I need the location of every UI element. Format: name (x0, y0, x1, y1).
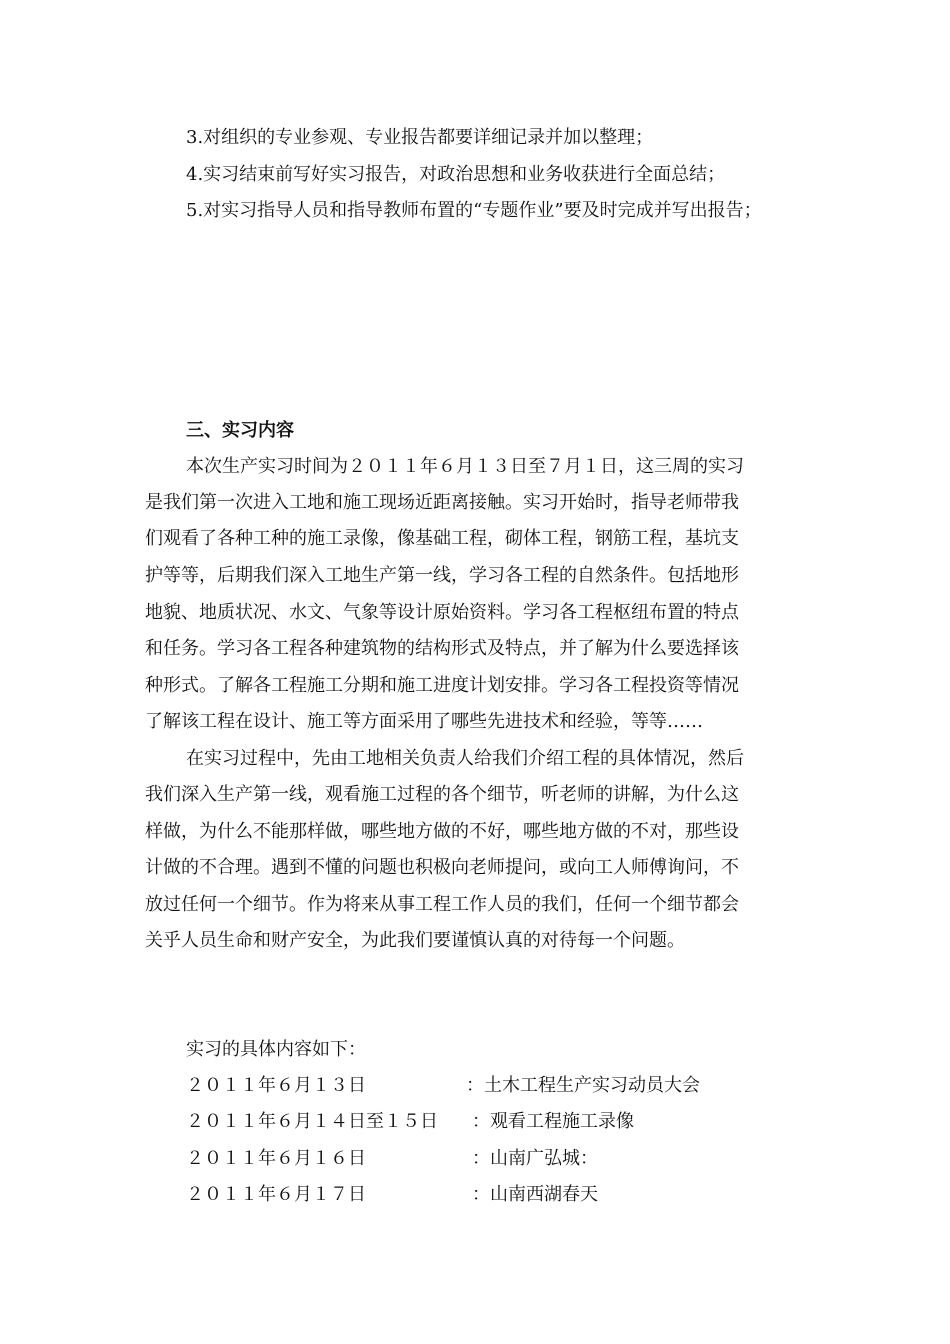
schedule-activity: ：土木工程生产实习动员大会 (466, 1075, 700, 1096)
requirement-item: 5.对实习指导人员和指导教师布置的“专题作业”要及时完成并写出报告； (186, 200, 762, 221)
paragraph-line: 样做，为什么不能那样做，哪些地方做的不好，哪些地方做的不对，那些设 (145, 821, 739, 842)
schedule-date: ２０１１年６月１７日 (186, 1184, 366, 1205)
paragraph-line: 我们深入生产第一线，观看施工过程的各个细节，听老师的讲解，为什么这 (145, 784, 739, 805)
paragraph-line: 本次生产实习时间为２０１１年６月１３日至７月１日，这三周的实习 (186, 456, 744, 477)
schedule-intro: 实习的具体内容如下： (186, 1039, 366, 1060)
paragraph-line: 是我们第一次进入工地和施工现场近距离接触。实习开始时，指导老师带我 (145, 492, 739, 513)
paragraph-line: 护等等，后期我们深入工地生产第一线，学习各工程的自然条件。包括地形 (145, 565, 739, 586)
paragraph-line: 计做的不合理。遇到不懂的问题也积极向老师提问，或向工人师傅询问，不 (145, 857, 739, 878)
paragraph-line: 放过任何一个细节。作为将来从事工程工作人员的我们，任何一个细节都会 (145, 894, 739, 915)
requirement-item: 4.实习结束前写好实习报告，对政治思想和业务收获进行全面总结； (186, 164, 726, 185)
paragraph-line: 种形式。了解各工程施工分期和施工进度计划安排。学习各工程投资等情况 (145, 675, 739, 696)
schedule-date: ２０１１年６月１４日至１５日 (186, 1111, 438, 1132)
paragraph-line: 们观看了各种工种的施工录像，像基础工程，砌体工程，钢筋工程，基坑支 (145, 528, 739, 549)
requirement-item: 3.对组织的专业参观、专业报告都要详细记录并加以整理； (186, 127, 654, 148)
section-heading: 三、实习内容 (186, 420, 294, 441)
schedule-activity: ：观看工程施工录像 (472, 1111, 634, 1132)
paragraph-line: 和任务。学习各工程各种建筑物的结构形式及特点，并了解为什么要选择该 (145, 638, 739, 659)
schedule-activity: ：山南西湖春天 (472, 1184, 598, 1205)
schedule-date: ２０１１年６月１６日 (186, 1148, 366, 1169)
paragraph-line: 了解该工程在设计、施工等方面采用了哪些先进技术和经验，等等…… (145, 711, 703, 732)
paragraph-line: 关乎人员生命和财产安全，为此我们要谨慎认真的对待每一个问题。 (145, 930, 685, 951)
paragraph-line: 在实习过程中，先由工地相关负责人给我们介绍工程的具体情况，然后 (186, 748, 744, 769)
schedule-date: ２０１１年６月１３日 (186, 1075, 366, 1096)
schedule-activity: ：山南广弘城： (472, 1148, 598, 1169)
paragraph-line: 地貌、地质状况、水文、气象等设计原始资料。学习各工程枢纽布置的特点 (145, 602, 739, 623)
